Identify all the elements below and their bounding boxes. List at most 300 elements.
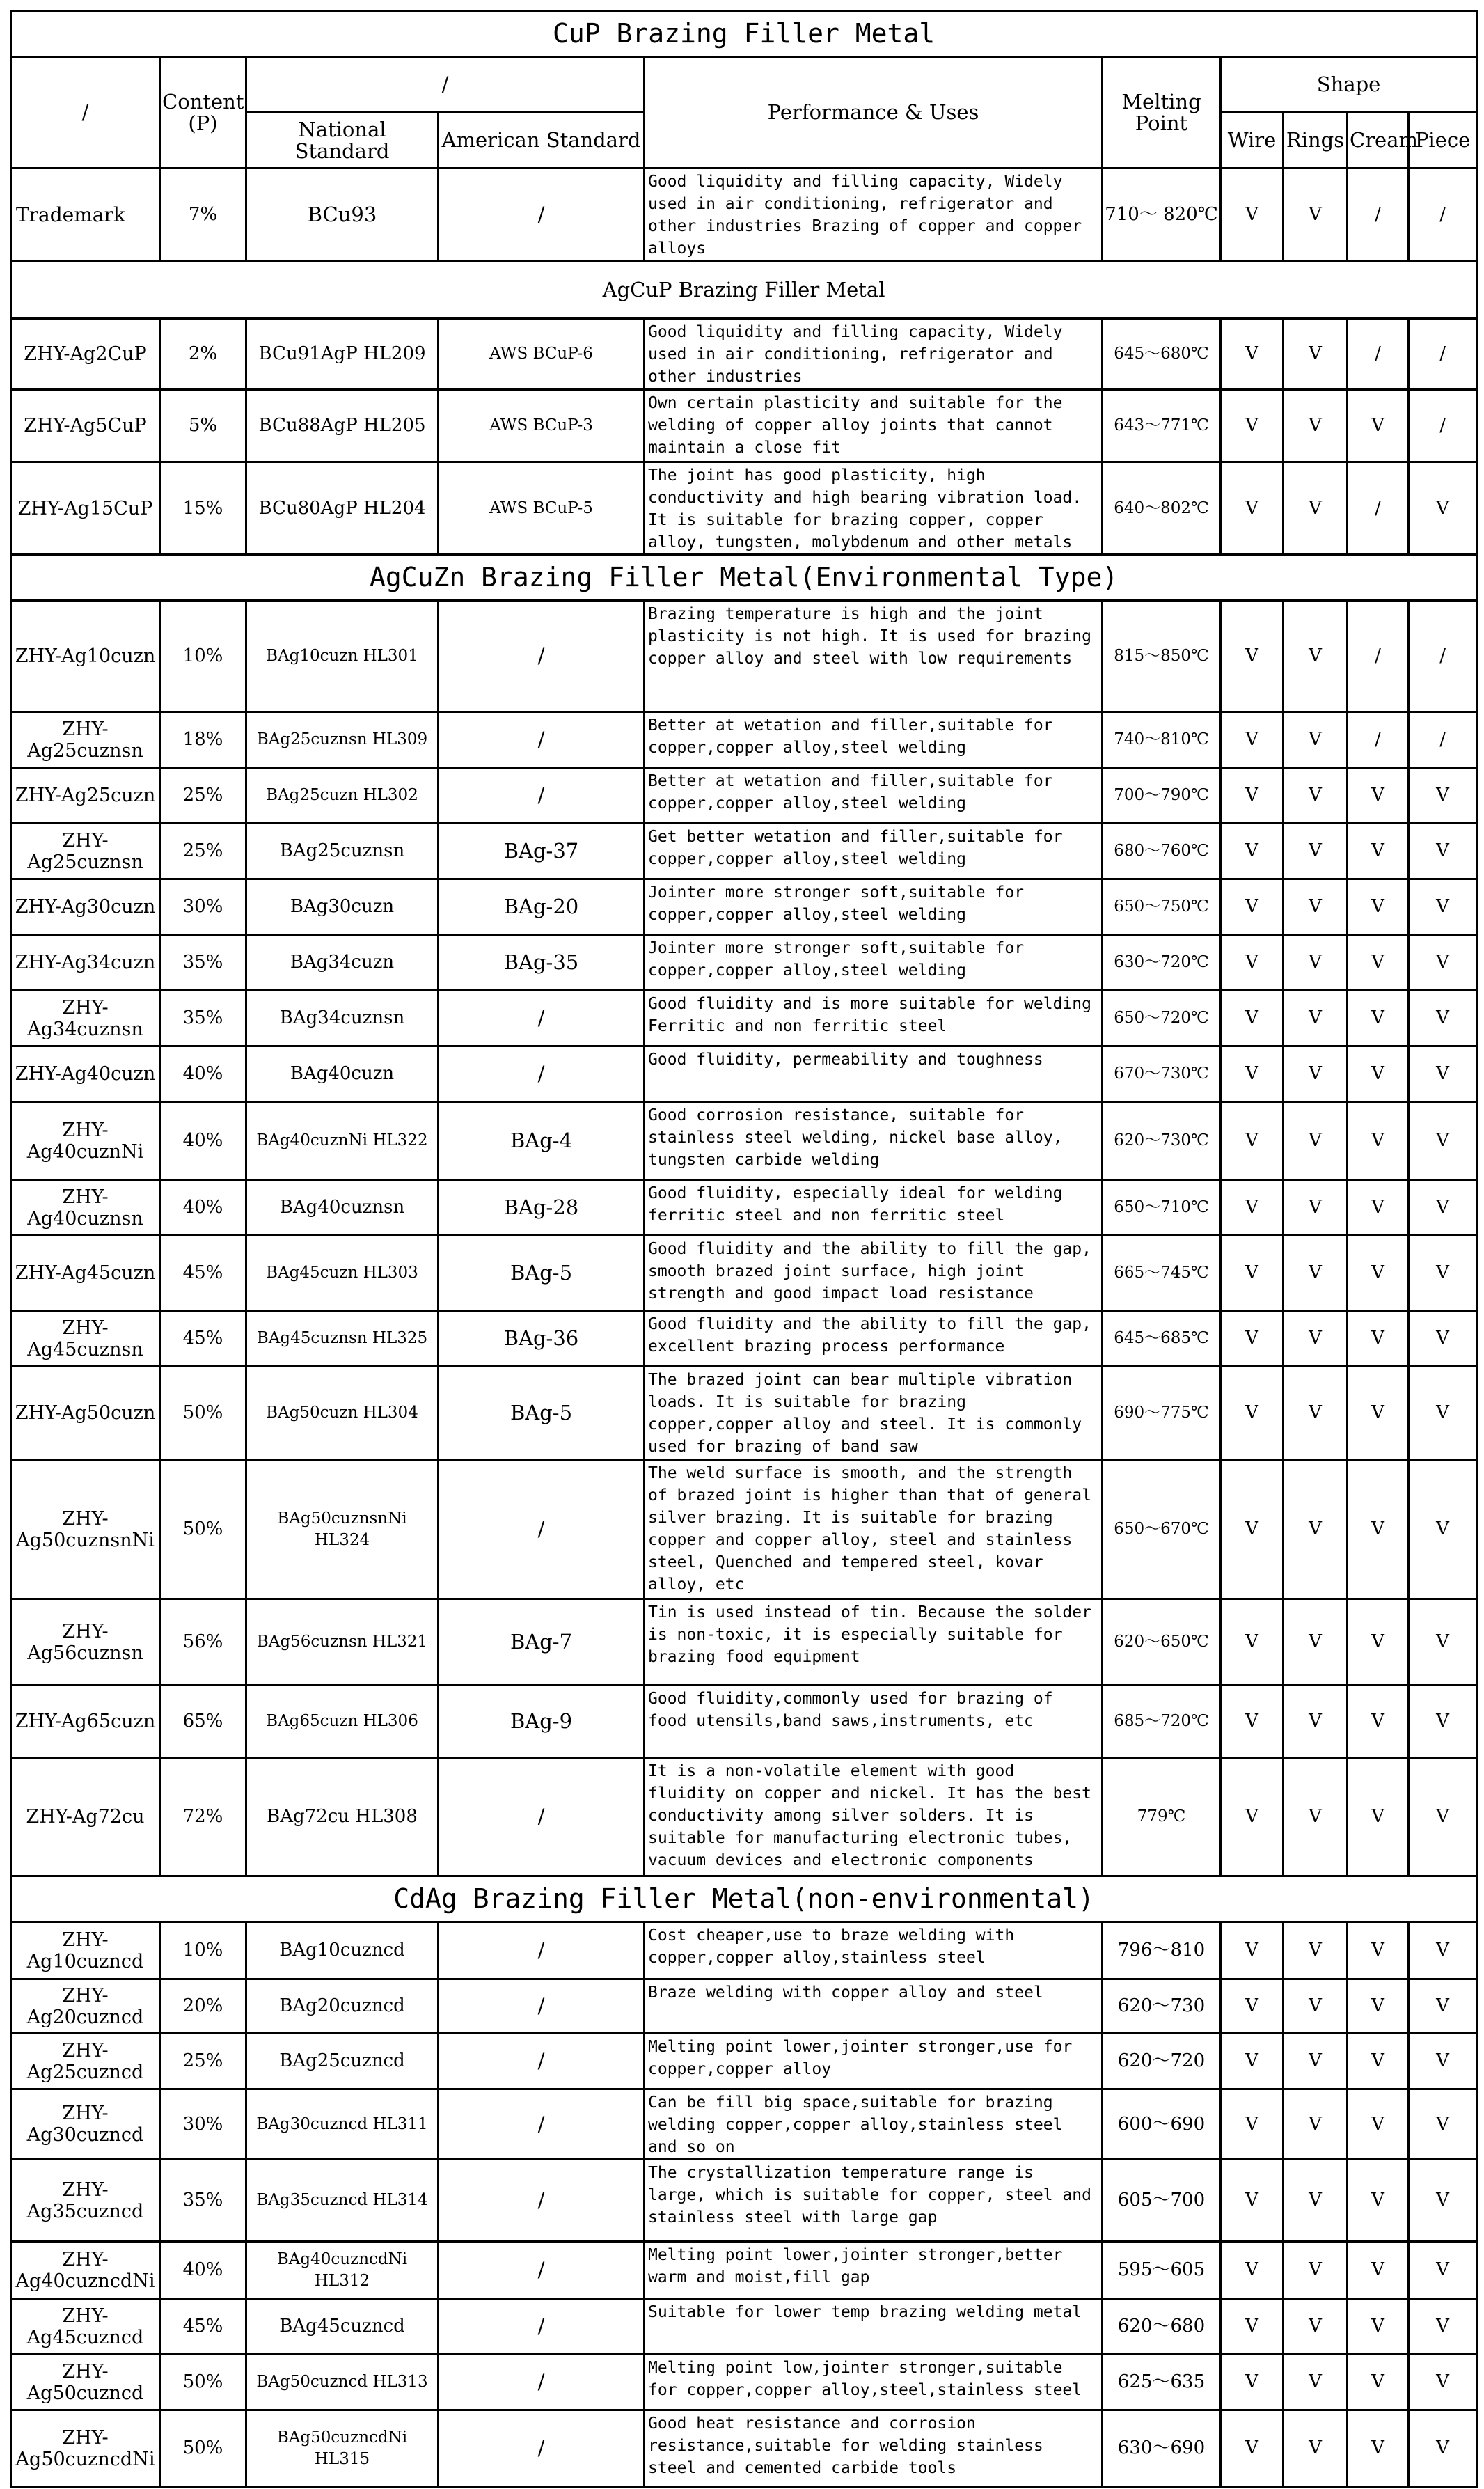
cell-melting: 650～670℃ bbox=[1103, 1460, 1221, 1599]
cell-cream: V bbox=[1348, 2299, 1409, 2355]
cell-content: 2% bbox=[160, 319, 246, 390]
cell-american: / bbox=[439, 1979, 645, 2034]
cell-performance: Good fluidity,commonly used for brazing of food utensils,band saws,instruments, etc bbox=[645, 1686, 1103, 1758]
row-trademark-name: Trademark bbox=[11, 168, 160, 262]
brazing-filler-metal-sheet bbox=[10, 10, 1476, 2488]
cell-name: ZHY-Ag25cuznsn bbox=[11, 824, 160, 879]
cell-melting: 740～810℃ bbox=[1103, 712, 1221, 768]
table-row bbox=[11, 1311, 1477, 1367]
cell-wire: V bbox=[1221, 601, 1284, 712]
cell-national: BAg40cuznNi HL322 bbox=[246, 1102, 439, 1180]
cell-national: BAg72cu HL308 bbox=[246, 1758, 439, 1876]
cell-rings: V bbox=[1284, 2160, 1348, 2242]
cell-national: BAg50cuzncdNi HL315 bbox=[246, 2410, 439, 2487]
cell-performance: Get better wetation and filler,suitable for copper,copper alloy,steel welding bbox=[645, 824, 1103, 879]
row-trademark-rings: V bbox=[1284, 168, 1348, 262]
cell-cream: V bbox=[1348, 1460, 1409, 1599]
cell-rings: V bbox=[1284, 2410, 1348, 2487]
cell-content: 40% bbox=[160, 1102, 246, 1180]
cell-wire: V bbox=[1221, 2410, 1284, 2487]
cell-cream: V bbox=[1348, 1236, 1409, 1311]
cell-melting: 620～730℃ bbox=[1103, 1102, 1221, 1180]
cell-cream: V bbox=[1348, 390, 1409, 462]
cell-rings: V bbox=[1284, 1758, 1348, 1876]
cell-cream: V bbox=[1348, 991, 1409, 1046]
table-row bbox=[11, 824, 1477, 879]
cell-national: BAg25cuznsn HL309 bbox=[246, 712, 439, 768]
cell-rings: V bbox=[1284, 879, 1348, 935]
cell-wire: V bbox=[1221, 2242, 1284, 2299]
cell-name: ZHY-Ag50cuznsnNi bbox=[11, 1460, 160, 1599]
cell-performance: Brazing temperature is high and the joint plasticity is not high. It is used for brazing copper alloy and steel with low requirements bbox=[645, 601, 1103, 712]
cell-name: ZHY-Ag34cuznsn bbox=[11, 991, 160, 1046]
cell-cream: / bbox=[1348, 319, 1409, 390]
cell-piece: V bbox=[1409, 2160, 1477, 2242]
cell-piece: V bbox=[1409, 462, 1477, 555]
cell-melting: 650～710℃ bbox=[1103, 1180, 1221, 1236]
cell-wire: V bbox=[1221, 2299, 1284, 2355]
table-row bbox=[11, 1046, 1477, 1102]
cell-wire: V bbox=[1221, 935, 1284, 991]
cell-wire: V bbox=[1221, 2355, 1284, 2410]
cell-name: ZHY-Ag34cuzn bbox=[11, 935, 160, 991]
cell-cream: V bbox=[1348, 2034, 1409, 2089]
header-content: Content (P) bbox=[160, 57, 246, 168]
cell-content: 50% bbox=[160, 1367, 246, 1460]
cell-performance: Better at wetation and filler,suitable for copper,copper alloy,steel welding bbox=[645, 768, 1103, 824]
cell-national: BCu80AgP HL204 bbox=[246, 462, 439, 555]
cell-piece: V bbox=[1409, 991, 1477, 1046]
cell-national: BAg30cuzncd HL311 bbox=[246, 2089, 439, 2160]
cell-national: BAg50cuznsnNi HL324 bbox=[246, 1460, 439, 1599]
cell-national: BAg25cuzn HL302 bbox=[246, 768, 439, 824]
cell-rings: V bbox=[1284, 462, 1348, 555]
cell-national: BAg40cuzn bbox=[246, 1046, 439, 1102]
cdag-section-title: CdAg Brazing Filler Metal(non-environmental) bbox=[11, 1876, 1477, 1922]
cell-piece: / bbox=[1409, 390, 1477, 462]
cell-piece: V bbox=[1409, 879, 1477, 935]
cell-content: 50% bbox=[160, 2355, 246, 2410]
cell-piece: V bbox=[1409, 824, 1477, 879]
cell-content: 65% bbox=[160, 1686, 246, 1758]
table-row bbox=[11, 1686, 1477, 1758]
cell-cream: V bbox=[1348, 824, 1409, 879]
cell-american: / bbox=[439, 601, 645, 712]
cell-rings: V bbox=[1284, 2355, 1348, 2410]
cell-name: ZHY-Ag20cuzncd bbox=[11, 1979, 160, 2034]
cell-rings: V bbox=[1284, 1180, 1348, 1236]
cell-piece: V bbox=[1409, 2242, 1477, 2299]
cell-performance: Good fluidity and the ability to fill the gap, smooth brazed joint surface, high joint strength and good impact load resistance bbox=[645, 1236, 1103, 1311]
cell-name: ZHY-Ag30cuzn bbox=[11, 879, 160, 935]
cell-melting: 685～720℃ bbox=[1103, 1686, 1221, 1758]
header-american-standard: American Standard bbox=[439, 113, 645, 168]
agcup-section-title: AgCuP Brazing Filler Metal bbox=[11, 262, 1477, 319]
cell-content: 40% bbox=[160, 1046, 246, 1102]
cell-cream: V bbox=[1348, 879, 1409, 935]
cell-name: ZHY-Ag25cuznsn bbox=[11, 712, 160, 768]
table-row bbox=[11, 2355, 1477, 2410]
cell-name: ZHY-Ag35cuzncd bbox=[11, 2160, 160, 2242]
row-trademark-national: BCu93 bbox=[246, 168, 439, 262]
cell-national: BAg20cuzncd bbox=[246, 1979, 439, 2034]
cell-rings: V bbox=[1284, 1686, 1348, 1758]
cell-performance: Cost cheaper,use to braze welding with copper,copper alloy,stainless steel bbox=[645, 1922, 1103, 1979]
cell-melting: 665～745℃ bbox=[1103, 1236, 1221, 1311]
cell-wire: V bbox=[1221, 1102, 1284, 1180]
table-row bbox=[11, 768, 1477, 824]
header-row-1 bbox=[11, 57, 1477, 113]
cell-american: BAg-7 bbox=[439, 1599, 645, 1686]
cell-cream: V bbox=[1348, 1046, 1409, 1102]
cell-piece: V bbox=[1409, 1979, 1477, 2034]
cell-national: BAg35cuzncd HL314 bbox=[246, 2160, 439, 2242]
cell-content: 45% bbox=[160, 1236, 246, 1311]
cell-melting: 700～790℃ bbox=[1103, 768, 1221, 824]
cell-wire: V bbox=[1221, 1311, 1284, 1367]
header-rings: Rings bbox=[1284, 113, 1348, 168]
cell-melting: 645～680℃ bbox=[1103, 319, 1221, 390]
cell-rings: V bbox=[1284, 824, 1348, 879]
cell-american: / bbox=[439, 2410, 645, 2487]
row-trademark-melting: 710～ 820℃ bbox=[1103, 168, 1221, 262]
cell-performance: The weld surface is smooth, and the strength of brazed joint is higher than that of general silver brazing. It is suitable for brazing copper and copper alloy, steel and stainless steel, Quenched and tempered steel, kovar alloy, etc bbox=[645, 1460, 1103, 1599]
cell-rings: V bbox=[1284, 319, 1348, 390]
cell-name: ZHY-Ag40cuznsn bbox=[11, 1180, 160, 1236]
cell-piece: V bbox=[1409, 2299, 1477, 2355]
table-row bbox=[11, 1758, 1477, 1876]
table-row bbox=[11, 319, 1477, 390]
cell-content: 25% bbox=[160, 824, 246, 879]
cell-piece: V bbox=[1409, 935, 1477, 991]
cell-cream: / bbox=[1348, 601, 1409, 712]
cell-national: BCu91AgP HL209 bbox=[246, 319, 439, 390]
cell-melting: 625～635 bbox=[1103, 2355, 1221, 2410]
cell-performance: Melting point low,jointer stronger,suitable for copper,copper alloy,steel,stainless steel bbox=[645, 2355, 1103, 2410]
cell-american: / bbox=[439, 2089, 645, 2160]
cell-name: ZHY-Ag2CuP bbox=[11, 319, 160, 390]
cell-cream: V bbox=[1348, 935, 1409, 991]
cell-melting: 796～810 bbox=[1103, 1922, 1221, 1979]
table-row bbox=[11, 879, 1477, 935]
cell-rings: V bbox=[1284, 1311, 1348, 1367]
cell-content: 56% bbox=[160, 1599, 246, 1686]
cell-name: ZHY-Ag50cuzncd bbox=[11, 2355, 160, 2410]
cell-cream: / bbox=[1348, 462, 1409, 555]
cell-wire: V bbox=[1221, 2089, 1284, 2160]
cell-rings: V bbox=[1284, 1367, 1348, 1460]
cell-cream: V bbox=[1348, 2242, 1409, 2299]
cell-piece: V bbox=[1409, 1367, 1477, 1460]
cell-content: 40% bbox=[160, 1180, 246, 1236]
cell-wire: V bbox=[1221, 1922, 1284, 1979]
cell-piece: V bbox=[1409, 1758, 1477, 1876]
cell-melting: 680～760℃ bbox=[1103, 824, 1221, 879]
cell-melting: 650～750℃ bbox=[1103, 879, 1221, 935]
cell-cream: V bbox=[1348, 2410, 1409, 2487]
cell-content: 20% bbox=[160, 1979, 246, 2034]
cell-cream: V bbox=[1348, 1979, 1409, 2034]
cell-rings: V bbox=[1284, 712, 1348, 768]
cell-american: / bbox=[439, 1460, 645, 1599]
cell-american: AWS BCuP-5 bbox=[439, 462, 645, 555]
table-row bbox=[11, 601, 1477, 712]
cell-content: 30% bbox=[160, 879, 246, 935]
cell-name: ZHY-Ag25cuzn bbox=[11, 768, 160, 824]
cell-piece: V bbox=[1409, 1599, 1477, 1686]
cell-performance: Good corrosion resistance, suitable for stainless steel welding, nickel base alloy, tungsten carbide welding bbox=[645, 1102, 1103, 1180]
cell-name: ZHY-Ag72cu bbox=[11, 1758, 160, 1876]
cell-american: BAg-37 bbox=[439, 824, 645, 879]
cell-cream: V bbox=[1348, 1922, 1409, 1979]
cell-wire: V bbox=[1221, 390, 1284, 462]
cell-american: BAg-9 bbox=[439, 1686, 645, 1758]
table-row bbox=[11, 1102, 1477, 1180]
table-row bbox=[11, 1922, 1477, 1979]
cell-melting: 595～605 bbox=[1103, 2242, 1221, 2299]
table-row bbox=[11, 2089, 1477, 2160]
cell-melting: 650～720℃ bbox=[1103, 991, 1221, 1046]
cell-melting: 630～720℃ bbox=[1103, 935, 1221, 991]
cell-american: / bbox=[439, 1922, 645, 1979]
cell-piece: V bbox=[1409, 2410, 1477, 2487]
cell-content: 25% bbox=[160, 768, 246, 824]
cell-rings: V bbox=[1284, 1979, 1348, 2034]
cell-name: ZHY-Ag45cuzn bbox=[11, 1236, 160, 1311]
cell-wire: V bbox=[1221, 1979, 1284, 2034]
cell-performance: Good fluidity, especially ideal for welding ferritic steel and non ferritic steel bbox=[645, 1180, 1103, 1236]
cell-rings: V bbox=[1284, 1236, 1348, 1311]
cell-performance: Better at wetation and filler,suitable for copper,copper alloy,steel welding bbox=[645, 712, 1103, 768]
cell-name: ZHY-Ag10cuzn bbox=[11, 601, 160, 712]
cell-piece: V bbox=[1409, 1236, 1477, 1311]
cell-melting: 779℃ bbox=[1103, 1758, 1221, 1876]
cell-content: 50% bbox=[160, 2410, 246, 2487]
cell-name: ZHY-Ag30cuzncd bbox=[11, 2089, 160, 2160]
cell-melting: 620～650℃ bbox=[1103, 1599, 1221, 1686]
cell-piece: V bbox=[1409, 768, 1477, 824]
table-row bbox=[11, 2034, 1477, 2089]
cell-piece: V bbox=[1409, 1311, 1477, 1367]
cell-melting: 620～720 bbox=[1103, 2034, 1221, 2089]
cell-performance: Tin is used instead of tin. Because the solder is non-toxic, it is especially suitable for brazing food equipment bbox=[645, 1599, 1103, 1686]
cell-rings: V bbox=[1284, 1102, 1348, 1180]
cell-piece: V bbox=[1409, 2355, 1477, 2410]
cell-piece: V bbox=[1409, 2089, 1477, 2160]
cell-national: BAg40cuzncdNi HL312 bbox=[246, 2242, 439, 2299]
cell-content: 5% bbox=[160, 390, 246, 462]
header-performance: Performance & Uses bbox=[645, 57, 1103, 168]
cell-rings: V bbox=[1284, 1922, 1348, 1979]
cell-performance: It is a non-volatile element with good fluidity on copper and nickel. It has the best conductivity among silver solders. It is suitable for manufacturing electronic tubes, vacuum devices and electronic components bbox=[645, 1758, 1103, 1876]
cell-rings: V bbox=[1284, 2089, 1348, 2160]
cell-performance: Jointer more stronger soft,suitable for copper,copper alloy,steel welding bbox=[645, 879, 1103, 935]
cell-content: 10% bbox=[160, 601, 246, 712]
table-row bbox=[11, 1979, 1477, 2034]
cell-content: 35% bbox=[160, 2160, 246, 2242]
cell-performance: Own certain plasticity and suitable for the welding of copper alloy joints that cannot maintain a close fit bbox=[645, 390, 1103, 462]
cell-content: 45% bbox=[160, 1311, 246, 1367]
cell-performance: Good fluidity and the ability to fill the gap, excellent brazing process performance bbox=[645, 1311, 1103, 1367]
cell-melting: 643～771℃ bbox=[1103, 390, 1221, 462]
cell-performance: Jointer more stronger soft,suitable for copper,copper alloy,steel welding bbox=[645, 935, 1103, 991]
cell-performance: Can be fill big space,suitable for brazing welding copper,copper alloy,stainless steel and so on bbox=[645, 2089, 1103, 2160]
table-row bbox=[11, 2160, 1477, 2242]
cell-performance: Good fluidity, permeability and toughness bbox=[645, 1046, 1103, 1102]
cell-american: / bbox=[439, 2299, 645, 2355]
cell-piece: V bbox=[1409, 1922, 1477, 1979]
cell-piece: / bbox=[1409, 601, 1477, 712]
cell-performance: Good liquidity and filling capacity, Widely used in air conditioning, refrigerator and other industries bbox=[645, 319, 1103, 390]
cell-cream: V bbox=[1348, 1686, 1409, 1758]
cell-wire: V bbox=[1221, 824, 1284, 879]
cup-section-title: CuP Brazing Filler Metal bbox=[11, 11, 1477, 57]
cell-melting: 620～730 bbox=[1103, 1979, 1221, 2034]
row-trademark-content: 7% bbox=[160, 168, 246, 262]
cell-wire: V bbox=[1221, 879, 1284, 935]
agcuzn-title-row bbox=[11, 555, 1477, 601]
cell-rings: V bbox=[1284, 2242, 1348, 2299]
cell-national: BAg50cuzncd HL313 bbox=[246, 2355, 439, 2410]
cell-national: BCu88AgP HL205 bbox=[246, 390, 439, 462]
cell-melting: 640～802℃ bbox=[1103, 462, 1221, 555]
cell-content: 10% bbox=[160, 1922, 246, 1979]
header-shape: Shape bbox=[1221, 57, 1477, 113]
cell-name: ZHY-Ag40cuznNi bbox=[11, 1102, 160, 1180]
brazing-table bbox=[10, 10, 1478, 2488]
cell-name: ZHY-Ag56cuznsn bbox=[11, 1599, 160, 1686]
cell-performance: Melting point lower,jointer stronger,use for copper,copper alloy bbox=[645, 2034, 1103, 2089]
cell-piece: V bbox=[1409, 1686, 1477, 1758]
cell-rings: V bbox=[1284, 1599, 1348, 1686]
cell-wire: V bbox=[1221, 768, 1284, 824]
table-row bbox=[11, 712, 1477, 768]
cell-american: AWS BCuP-6 bbox=[439, 319, 645, 390]
header-wire: Wire bbox=[1221, 113, 1284, 168]
cell-american: / bbox=[439, 2355, 645, 2410]
trademark-row bbox=[11, 168, 1477, 262]
cell-wire: V bbox=[1221, 462, 1284, 555]
cell-melting: 620～680 bbox=[1103, 2299, 1221, 2355]
cell-name: ZHY-Ag65cuzn bbox=[11, 1686, 160, 1758]
cell-american: / bbox=[439, 991, 645, 1046]
cell-american: BAg-5 bbox=[439, 1236, 645, 1311]
cell-name: ZHY-Ag15CuP bbox=[11, 462, 160, 555]
cell-name: ZHY-Ag25cuzncd bbox=[11, 2034, 160, 2089]
cell-melting: 630～690 bbox=[1103, 2410, 1221, 2487]
cell-cream: V bbox=[1348, 1599, 1409, 1686]
cell-cream: V bbox=[1348, 1367, 1409, 1460]
header-cream: Cream bbox=[1348, 113, 1409, 168]
cell-piece: V bbox=[1409, 1460, 1477, 1599]
cell-name: ZHY-Ag5CuP bbox=[11, 390, 160, 462]
cell-cream: / bbox=[1348, 712, 1409, 768]
row-trademark-cream: / bbox=[1348, 168, 1409, 262]
table-row bbox=[11, 1236, 1477, 1311]
header-national-standard: National Standard bbox=[246, 113, 439, 168]
cell-content: 35% bbox=[160, 991, 246, 1046]
cell-performance: Melting point lower,jointer stronger,better warm and moist,fill gap bbox=[645, 2242, 1103, 2299]
cell-cream: V bbox=[1348, 1758, 1409, 1876]
cell-national: BAg30cuzn bbox=[246, 879, 439, 935]
cell-cream: V bbox=[1348, 1102, 1409, 1180]
table-row bbox=[11, 2242, 1477, 2299]
cell-wire: V bbox=[1221, 1460, 1284, 1599]
agcup-title-row bbox=[11, 262, 1477, 319]
cell-american: BAg-28 bbox=[439, 1180, 645, 1236]
cell-national: BAg50cuzn HL304 bbox=[246, 1367, 439, 1460]
cell-american: / bbox=[439, 1758, 645, 1876]
cell-content: 35% bbox=[160, 935, 246, 991]
cell-name: ZHY-Ag50cuzn bbox=[11, 1367, 160, 1460]
cell-national: BAg34cuznsn bbox=[246, 991, 439, 1046]
cell-american: BAg-5 bbox=[439, 1367, 645, 1460]
cell-rings: V bbox=[1284, 768, 1348, 824]
cell-national: BAg45cuzncd bbox=[246, 2299, 439, 2355]
table-row bbox=[11, 1367, 1477, 1460]
cell-name: ZHY-Ag45cuznsn bbox=[11, 1311, 160, 1367]
cell-cream: V bbox=[1348, 1180, 1409, 1236]
table-row bbox=[11, 1460, 1477, 1599]
cell-piece: V bbox=[1409, 1180, 1477, 1236]
cell-melting: 605～700 bbox=[1103, 2160, 1221, 2242]
cell-wire: V bbox=[1221, 1180, 1284, 1236]
cup-title-row bbox=[11, 11, 1477, 57]
cell-name: ZHY-Ag10cuzncd bbox=[11, 1922, 160, 1979]
cell-content: 40% bbox=[160, 2242, 246, 2299]
row-trademark-american: / bbox=[439, 168, 645, 262]
cell-content: 50% bbox=[160, 1460, 246, 1599]
cell-cream: V bbox=[1348, 768, 1409, 824]
cell-american: / bbox=[439, 2160, 645, 2242]
row-trademark-piece: / bbox=[1409, 168, 1477, 262]
cell-wire: V bbox=[1221, 2160, 1284, 2242]
cell-national: BAg40cuznsn bbox=[246, 1180, 439, 1236]
row-trademark-wire: V bbox=[1221, 168, 1284, 262]
cell-wire: V bbox=[1221, 1686, 1284, 1758]
cell-national: BAg45cuzn HL303 bbox=[246, 1236, 439, 1311]
cell-american: BAg-35 bbox=[439, 935, 645, 991]
cell-rings: V bbox=[1284, 991, 1348, 1046]
cell-american: BAg-4 bbox=[439, 1102, 645, 1180]
cell-content: 30% bbox=[160, 2089, 246, 2160]
cell-american: BAg-36 bbox=[439, 1311, 645, 1367]
cell-name: ZHY-Ag40cuzncdNi bbox=[11, 2242, 160, 2299]
cell-wire: V bbox=[1221, 2034, 1284, 2089]
cell-national: BAg34cuzn bbox=[246, 935, 439, 991]
header-melting-point: Melting Point bbox=[1103, 57, 1221, 168]
cell-wire: V bbox=[1221, 991, 1284, 1046]
header-piece: Piece bbox=[1409, 113, 1477, 168]
cell-national: BAg25cuznsn bbox=[246, 824, 439, 879]
cell-performance: The crystallization temperature range is large, which is suitable for copper, steel and stainless steel with large gap bbox=[645, 2160, 1103, 2242]
cell-national: BAg45cuznsn HL325 bbox=[246, 1311, 439, 1367]
cell-wire: V bbox=[1221, 319, 1284, 390]
cell-performance: Braze welding with copper alloy and steel bbox=[645, 1979, 1103, 2034]
cell-cream: V bbox=[1348, 2089, 1409, 2160]
cell-american: AWS BCuP-3 bbox=[439, 390, 645, 462]
cell-rings: V bbox=[1284, 1046, 1348, 1102]
cell-melting: 645～685℃ bbox=[1103, 1311, 1221, 1367]
cell-american: / bbox=[439, 712, 645, 768]
cell-melting: 815～850℃ bbox=[1103, 601, 1221, 712]
cell-wire: V bbox=[1221, 1599, 1284, 1686]
table-row bbox=[11, 1180, 1477, 1236]
table-row bbox=[11, 991, 1477, 1046]
cell-rings: V bbox=[1284, 601, 1348, 712]
cell-performance: The joint has good plasticity, high conductivity and high bearing vibration load. It is suitable for brazing copper, copper alloy, tungsten, molybdenum and other metals bbox=[645, 462, 1103, 555]
cell-content: 18% bbox=[160, 712, 246, 768]
